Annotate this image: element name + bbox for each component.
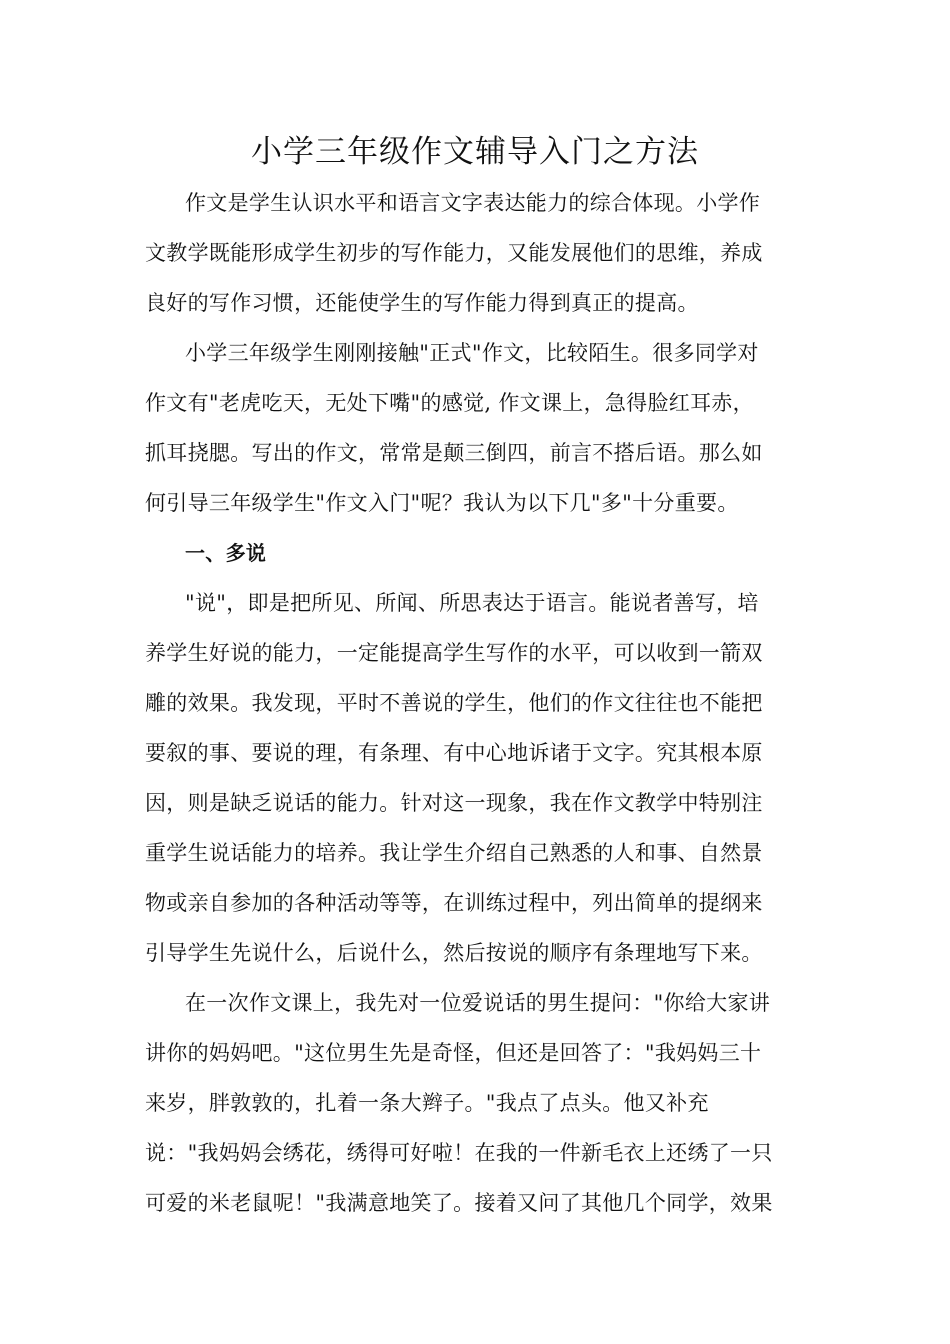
paragraph-line: 抓耳挠腮。写出的作文，常常是颠三倒四，前言不搭后语。那么如 bbox=[145, 441, 763, 465]
paragraph-line: 要叙的事、要说的理，有条理、有中心地诉诸于文字。究其根本原 bbox=[145, 741, 763, 765]
paragraph-line: 何引导三年级学生"作文入门"呢？我认为以下几"多"十分重要。 bbox=[145, 491, 739, 515]
paragraph-line: 文教学既能形成学生初步的写作能力，又能发展他们的思维，养成 bbox=[145, 241, 763, 265]
paragraph-line: "说"，即是把所见、所闻、所思表达于语言。能说者善写，培 bbox=[185, 591, 759, 615]
paragraph-line: 作文是学生认识水平和语言文字表达能力的综合体现。小学作 bbox=[185, 191, 761, 215]
paragraph-line: 雕的效果。我发现，平时不善说的学生，他们的作文往往也不能把 bbox=[145, 691, 763, 715]
paragraph-line: 在一次作文课上，我先对一位爱说话的男生提问："你给大家讲 bbox=[185, 991, 771, 1015]
paragraph-line: 养学生好说的能力，一定能提高学生写作的水平，可以收到一箭双 bbox=[145, 641, 763, 665]
paragraph-line: 引导学生先说什么，后说什么，然后按说的顺序有条理地写下来。 bbox=[145, 941, 763, 965]
paragraph-line: 作文有"老虎吃天，无处下嘴"的感觉, 作文课上，急得脸红耳赤， bbox=[145, 391, 754, 415]
paragraph-line: 物或亲自参加的各种活动等等，在训练过程中，列出简单的提纲来 bbox=[145, 891, 763, 915]
paragraph-line: 讲你的妈妈吧。"这位男生先是奇怪，但还是回答了："我妈妈三十 bbox=[145, 1041, 762, 1065]
paragraph-line: 重学生说话能力的培养。我让学生介绍自己熟悉的人和事、自然景 bbox=[145, 841, 763, 865]
paragraph-line: 小学三年级学生刚刚接触"正式"作文，比较陌生。很多同学对 bbox=[185, 341, 759, 365]
paragraph-line: 说："我妈妈会绣花，绣得可好啦！在我的一件新毛衣上还绣了一只 bbox=[145, 1141, 773, 1165]
paragraph-line: 因，则是缺乏说话的能力。针对这一现象，我在作文教学中特别注 bbox=[145, 791, 763, 815]
document-title: 小学三年级作文辅导入门之方法 bbox=[251, 134, 699, 170]
section-heading: 一、多说 bbox=[185, 541, 267, 565]
paragraph-line: 良好的写作习惯，还能使学生的写作能力得到真正的提高。 bbox=[145, 291, 699, 315]
document-body bbox=[145, 178, 805, 1228]
paragraph-line: 来岁，胖敦敦的，扎着一条大辫子。"我点了点头。他又补充 bbox=[145, 1091, 709, 1115]
paragraph-line: 可爱的米老鼠呢！"我满意地笑了。接着又问了其他几个同学，效果 bbox=[145, 1191, 773, 1215]
